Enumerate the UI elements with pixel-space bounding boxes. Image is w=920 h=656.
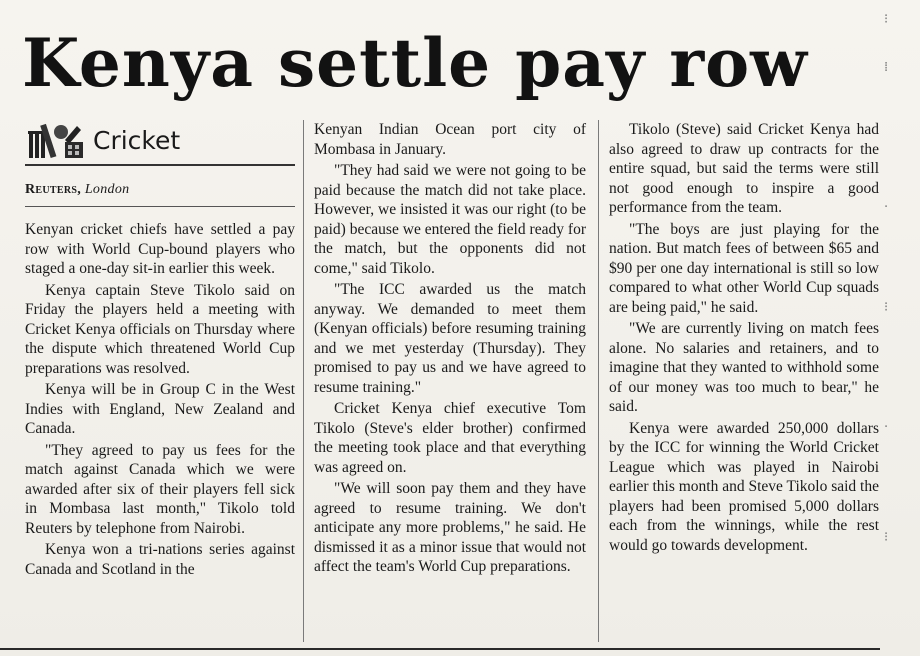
paragraph: "We will soon pay them and they have agreed to resume training. We don't anticipate any more problems," he said. He dismissed it as a minor issue that would not affect the team's World Cup preparations.: [314, 480, 586, 575]
section-label: Cricket: [93, 125, 181, 155]
bottom-rule: [0, 648, 880, 650]
paragraph: Kenyan cricket chiefs have settled a pay row with World Cup-bound players who staged a one-day sit-in earlier this week.: [25, 221, 295, 277]
article-column-2: [314, 120, 586, 579]
byline-rule: [25, 206, 295, 207]
paragraph: "They had said we were not going to be paid because the match did not take place. However, we insisted it was our right (to be paid) because we entered the field ready for the match, but the opponents did not come," said Tikolo.: [314, 162, 586, 277]
byline-place: London: [84, 182, 130, 197]
column-divider: [303, 120, 304, 642]
scan-margin-noise: ⁝ ⁞ · ⁝ · ⁝: [884, 12, 889, 545]
paragraph: Kenya will be in Group C in the West Indies with England, New Zealand and Canada.: [25, 381, 295, 437]
paragraph: "We are currently living on match fees alone. No salaries and retainers, and to imagine that they wanted to withhold some of our money was too much to bear," he said.: [609, 320, 879, 415]
paragraph: Tikolo (Steve) said Cricket Kenya had also agreed to draw up contracts for the entire squad, but said the terms were still not good enough to inspire a good performance from the team.: [609, 121, 879, 216]
paragraph: Kenya were awarded 250,000 dollars by the ICC for winning the World Cricket League which was played in Nairobi earlier this month and Steve Tikolo said the players had been promised 5,000 dollars each from the winnings, while the rest would go towards development.: [609, 419, 879, 554]
article-column-1: [25, 220, 295, 581]
section-rule: [25, 164, 295, 166]
paragraph: Cricket Kenya chief executive Tom Tikolo (Steve's elder brother) confirmed the meeting took place and that everything was agreed on.: [314, 400, 586, 476]
paragraph: Kenya captain Steve Tikolo said on Friday the players held a meeting with Cricket Kenya officials on Thursday where the dispute which threatened World Cup preparations was resolved.: [25, 281, 295, 377]
paragraph: Kenya won a tri-nations series against Canada and Scotland in the: [25, 541, 295, 578]
paragraph: "The ICC awarded us the match anyway. We demanded to meet them (Kenyan officials) before resuming training and we met yesterday (Thursday). They promised to pay us and we have agreed to resume training.": [314, 281, 586, 396]
column-divider: [598, 120, 599, 642]
paragraph: "They agreed to pay us fees for the match against Canada which we were awarded after six of their players fell sick in Mombasa last month," Tikolo told Reuters by telephone from Nairobi.: [25, 441, 295, 537]
paragraph: Kenyan Indian Ocean port city of Mombasa in January.: [314, 121, 586, 158]
byline: [25, 182, 295, 198]
section-header: [25, 118, 295, 162]
cricket-gear-icon: [25, 120, 87, 160]
article-column-3: [609, 120, 879, 557]
paragraph: "The boys are just playing for the nation. But match fees of between $65 and $90 per one day international is still so low compared to what other World Cup squads are being paid," he said.: [609, 220, 879, 316]
headline: Kenya settle pay row: [22, 24, 808, 102]
byline-source: Reuters,: [25, 182, 82, 197]
